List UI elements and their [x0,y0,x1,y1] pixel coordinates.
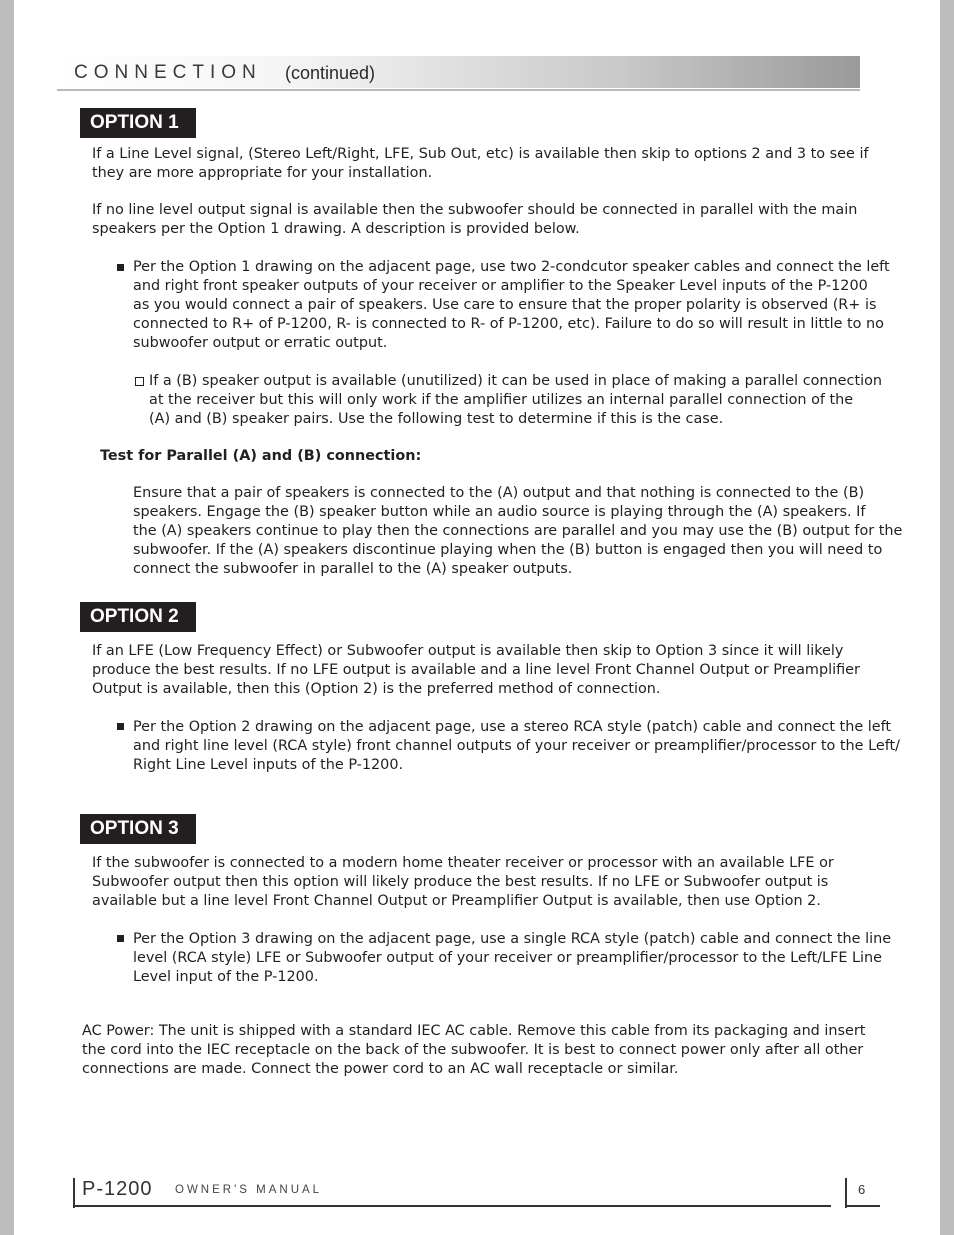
text-line: they are more appropriate for your installation. [92,164,433,181]
text-line: If no line level output signal is available then the subwoofer should be connected in parallel with the main [92,202,858,218]
footer-manual-label: OWNER'S MANUAL [175,1184,323,1196]
text-line: connect the subwoofer in parallel to the (A) speaker outputs. [133,560,573,577]
footer-page-rule [845,1205,880,1207]
option-3-bullet-text [133,930,891,987]
text-line: connections are made. Connect the power cord to an AC wall receptacle or similar. [82,1060,679,1077]
footer-rule-vertical [73,1178,75,1208]
text-line: the (A) speakers continue to play then the connections are parallel and you may use the (B) output for the [133,522,903,539]
option-1-intro-paragraph [92,145,869,183]
option-1-bullet-text [133,258,890,353]
bullet-square-icon [117,935,124,942]
text-line: If a (B) speaker output is available (unutilized) it can be used in place of making a parallel connection [149,373,883,389]
text-line: the cord into the IEC receptacle on the back of the subwoofer. It is best to connect power only after all other [82,1041,864,1058]
text-line: Output is available, then this (Option 2) is the preferred method of connection. [92,680,661,697]
option-3-intro-paragraph [92,854,834,911]
text-line: level (RCA style) LFE or Subwoofer output of your receiver or preamplifier/processor to the Left/LFE Line [133,949,883,966]
text-line: connected to R+ of P-1200, R- is connected to R- of P-1200, etc). Failure to do so will result in little to no [133,315,884,332]
text-line: produce the best results. If no LFE output is available and a line level Front Channel Output or Preamplifier [92,661,860,678]
text-line: and right front speaker outputs of your receiver or amplifier to the Speaker Level inputs of the P-1200 [133,277,868,294]
section-subtitle: (continued) [285,63,376,83]
text-line: available but a line level Front Channel Output or Preamplifier Output is available, then use Option 2. [92,892,821,909]
section-title: CONNECTION [74,62,262,83]
text-line: speakers per the Option 1 drawing. A description is provided below. [92,220,580,237]
text-line: at the receiver but this will only work if the amplifier utilizes an internal parallel connection of the [149,391,854,408]
text-line: (A) and (B) speaker pairs. Use the following test to determine if this is the case. [149,410,724,427]
option-2-badge: OPTION 2 [80,602,196,632]
footer-rule [73,1205,831,1207]
text-line: Per the Option 1 drawing on the adjacent page, use two 2-condcutor speaker cables and connect the left [133,259,890,275]
text-line: Level input of the P-1200. [133,968,319,985]
page-edge-right [940,0,954,1235]
footer-page-rule-vertical [845,1178,847,1208]
text-line: If a Line Level signal, (Stereo Left/Right, LFE, Sub Out, etc) is available then skip to options 2 and 3 to see if [92,146,869,162]
section-header-rule [57,89,860,91]
option-2-intro-paragraph [92,642,860,699]
option-2-bullet-text [133,718,900,775]
test-heading: Test for Parallel (A) and (B) connection: [100,448,422,464]
option-3-badge: OPTION 3 [80,814,196,844]
text-line: speakers. Engage the (B) speaker button while an audio source is playing through the (A) speakers. If [133,503,866,520]
text-line: Per the Option 2 drawing on the adjacent page, use a stereo RCA style (patch) cable and connect the left [133,719,892,735]
text-line: subwoofer output or erratic output. [133,334,388,351]
text-line: If the subwoofer is connected to a modern home theater receiver or processor with an available LFE or [92,855,834,871]
page-edge-left [0,0,14,1235]
text-line: Per the Option 3 drawing on the adjacent page, use a single RCA style (patch) cable and connect the line [133,931,892,947]
page-number: 6 [858,1182,866,1197]
bullet-hollow-square-icon [135,377,144,386]
option-1-parallel-paragraph [92,201,857,239]
bullet-square-icon [117,723,124,730]
text-line: Ensure that a pair of speakers is connected to the (A) output and that nothing is connected to the (B) [133,485,865,501]
text-line: as you would connect a pair of speakers. Use care to ensure that the proper polarity is observed (R+ is [133,296,877,313]
text-line: and right line level (RCA style) front channel outputs of your receiver or preamplifier/processor to the Left/ [133,737,901,754]
text-line: Right Line Level inputs of the P-1200. [133,756,404,773]
text-line: Subwoofer output then this option will likely produce the best results. If no LFE or Subwoofer output is [92,873,829,890]
option-1-sub-bullet-text [149,372,882,429]
bullet-square-icon [117,264,124,271]
test-paragraph [133,484,902,579]
option-1-badge: OPTION 1 [80,108,196,138]
footer-model-name: P-1200 [82,1178,153,1200]
text-line: If an LFE (Low Frequency Effect) or Subwoofer output is available then skip to Option 3 since it will likely [92,643,844,659]
text-line: subwoofer. If the (A) speakers discontinue playing when the (B) button is engaged then you will need to [133,541,883,558]
ac-power-paragraph [82,1022,865,1079]
text-line: AC Power: The unit is shipped with a standard IEC AC cable. Remove this cable from its packaging and insert [82,1023,866,1039]
